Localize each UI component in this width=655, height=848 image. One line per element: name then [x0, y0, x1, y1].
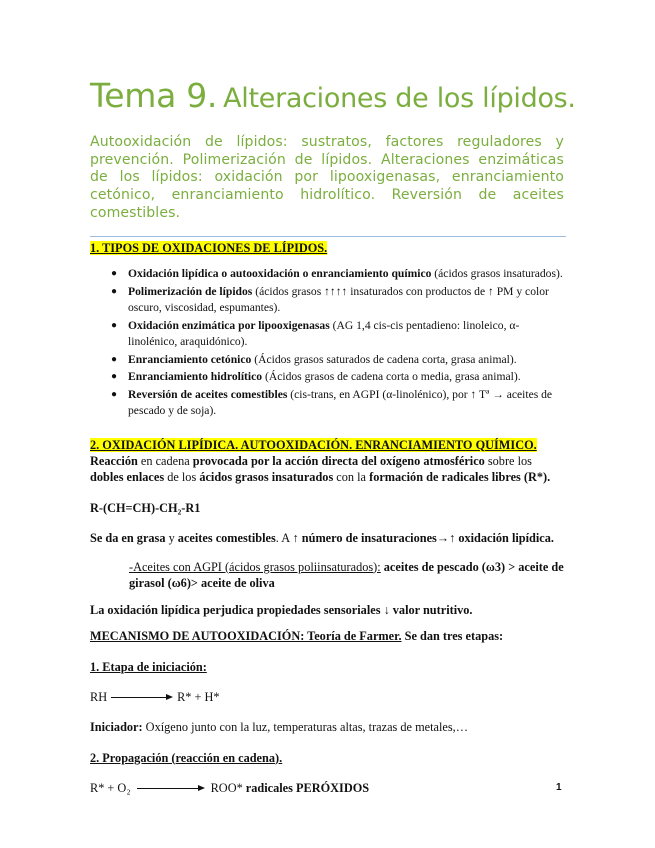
sensory-note: La oxidación lipídica perjudica propiedades sensoriales ↓ valor nutritivo. — [90, 602, 473, 617]
title-text: Alteraciones de los lípidos. — [223, 83, 576, 114]
title-number: Tema 9. — [90, 76, 218, 115]
reactant: RH — [90, 690, 108, 704]
bullet-icon: ● — [111, 371, 118, 382]
page-subtitle: Autooxidación de lípidos: sustratos, factores reguladores y prevención. Polimerización de lípidos. Alteraciones enzimáticas de los lípidos: oxidación por lipooxigenasas, enranciamiento cetónico, enranciamiento hidrolítico. Reversión de aceites comestibles. — [90, 134, 564, 221]
definition-paragraph: Reacción en cadena provocada por la acción directa del oxígeno atmosférico sobre los dobles enlaces de los ácidos grasos insaturados con la formación de radicales libres (R*). — [90, 453, 551, 484]
bullet-icon: ● — [111, 268, 118, 279]
bullet-icon: ● — [111, 353, 118, 365]
content — [90, 240, 566, 796]
reaction-initiation — [90, 689, 566, 705]
list-item: ● Oxidación lipídica o autooxidación o enranciamiento químico (ácidos grasos insaturados). — [128, 266, 566, 283]
list-item: ● Enranciamiento cetónico (Ácidos grasos saturados de cadena corta, grasa animal). — [128, 352, 566, 369]
bullet-icon: ● — [111, 285, 118, 297]
list-item: ● Oxidación enzimática por lipooxigenasas (AG 1,4 cis-cis pentadieno: linoleico, α-linolénico, araquidónico). — [111, 318, 520, 348]
stage2-heading: 2. Propagación (reacción en cadena). — [90, 750, 283, 765]
bullet-icon: ● — [111, 388, 118, 400]
right-arrow-icon — [111, 693, 173, 701]
mechanism-heading: MECANISMO DE AUTOOXIDACIÓN: Teoría de Farmer. Se dan tres etapas: — [90, 629, 504, 643]
product: R* + H* — [177, 690, 220, 704]
initiator-note: Iniciador: Oxígeno junto con la luz, temperaturas altas, trazas de metales,… — [90, 720, 469, 734]
page-title — [90, 76, 576, 115]
header-rule — [90, 236, 566, 237]
bullet-icon: ● — [111, 319, 118, 331]
section2-heading: 2. OXIDACIÓN LIPÍDICA. AUTOOXIDACIÓN. ENRANCIAMIENTO QUÍMICO. — [90, 437, 537, 452]
reactant: R* + O₂ — [90, 781, 131, 795]
section1-heading: 1. TIPOS DE OXIDACIONES DE LÍPIDOS. — [90, 241, 328, 255]
oils-note: -Aceites con AGPI (ácidos grasos poliinsaturados): aceites de pescado (ω3) > aceite de girasol (ω6)> aceite de oliva — [129, 559, 564, 590]
right-arrow-icon — [137, 784, 205, 792]
list-item: ● Enranciamiento hidrolítico (Ácidos grasos de cadena corta o media, grasa animal). — [128, 369, 566, 386]
list-item: ● Polimerización de lípidos (ácidos grasos ↑↑↑↑ insaturados con productos de ↑ PM y color oscuro, viscosidad, espumantes). — [111, 284, 549, 314]
oxidation-types-list — [90, 266, 566, 420]
formula: R-(CH=CH)-CH₂-R1 — [90, 500, 201, 515]
reaction-propagation — [90, 780, 566, 796]
page-number: 1 — [556, 782, 562, 793]
product: ROO* radicales PERÓXIDOS — [210, 781, 370, 795]
fats-paragraph: Se da en grasa y aceites comestibles. A ↑ número de insaturaciones→↑ oxidación lipídica. — [90, 531, 554, 545]
stage1-heading: 1. Etapa de iniciación: — [90, 659, 207, 674]
list-item: ● Reversión de aceites comestibles (cis-trans, en AGPI (α-linolénico), por ↑ Tª → aceites de pescado y de soja). — [111, 387, 553, 417]
